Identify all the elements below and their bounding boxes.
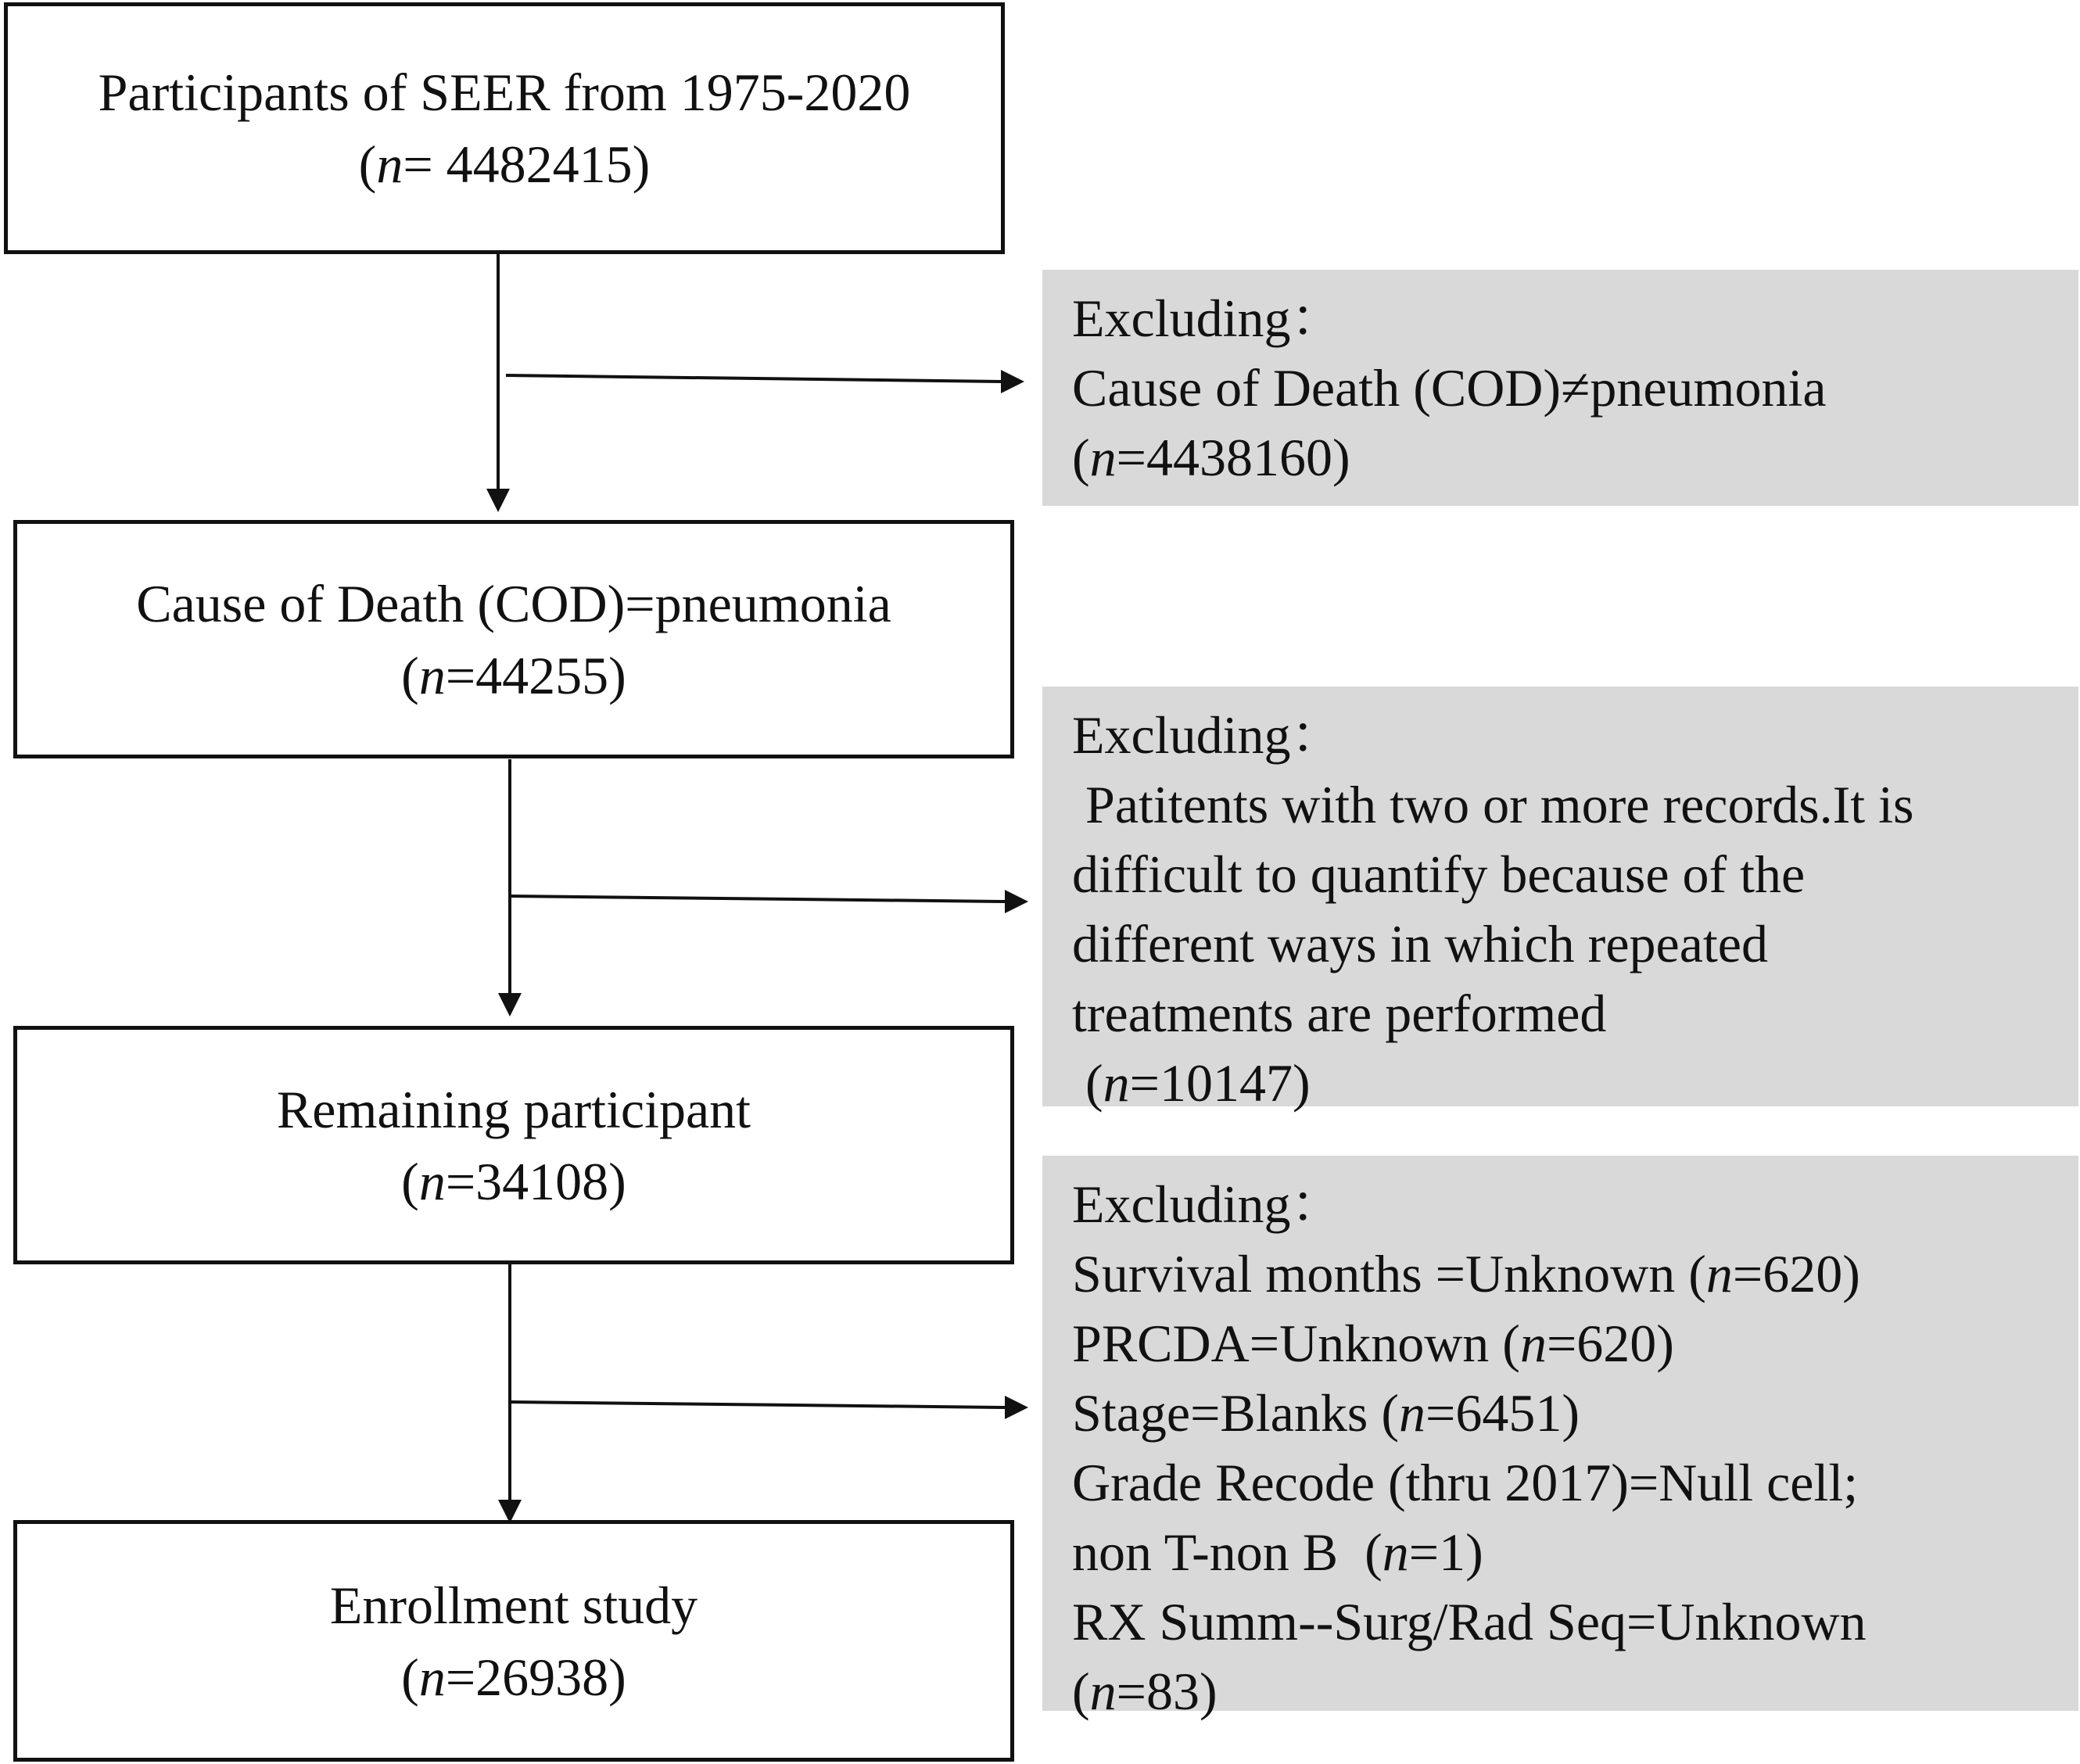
text-part: =620) — [1732, 1244, 1860, 1303]
count-value: =44255 — [445, 645, 609, 705]
box-participants-count: (n= 4482415) — [358, 134, 651, 194]
exclusion-box-1 — [1042, 270, 2078, 506]
text-part: ( — [1072, 428, 1090, 487]
arrowhead-to-exclusion-1 — [1001, 370, 1024, 393]
box-cod-pneumonia — [13, 520, 1014, 758]
text-part: =83) — [1116, 1662, 1218, 1721]
n-symbol: n — [418, 1647, 446, 1707]
text-part: =4438160) — [1116, 428, 1350, 487]
box-remaining-count: (n=34108) — [401, 1151, 626, 1211]
n-symbol: n — [1103, 1053, 1130, 1113]
exclusion-line — [1072, 423, 2078, 493]
exclusion-box-2 — [1042, 687, 2078, 1113]
n-symbol: n — [1519, 1314, 1547, 1373]
box-enrollment-title: Enrollment study — [329, 1575, 698, 1635]
arrowhead-to-exclusion-2 — [1005, 890, 1028, 913]
text-part: ( — [1072, 1662, 1090, 1721]
exclusion-line — [1072, 1657, 2078, 1726]
text-part: ( — [1072, 1053, 1103, 1113]
exclusion-box-3 — [1042, 1156, 2078, 1721]
count-value: =34108 — [445, 1151, 609, 1211]
arrow-to-exclusion-3 — [510, 1402, 1005, 1407]
exclusion-line: Grade Recode (thru 2017)=Null cell; — [1072, 1453, 1859, 1512]
box-participants — [4, 2, 1005, 254]
text-part: non T-non B ( — [1072, 1522, 1382, 1582]
arrow-to-exclusion-1 — [506, 375, 1001, 382]
text-part: PRCDA=Unknown ( — [1072, 1314, 1520, 1373]
n-symbol: n — [1089, 428, 1117, 487]
arrowhead-participants-to-cod — [486, 489, 510, 512]
text-part: =10147) — [1129, 1053, 1311, 1113]
box-cod-pneumonia-title: Cause of Death (COD)=pneumonia — [136, 573, 891, 633]
n-symbol: n — [418, 645, 446, 705]
exclusion-line: difficult to quantify because of the — [1072, 844, 1806, 904]
arrow-to-exclusion-2 — [510, 896, 1005, 902]
box-enrollment — [13, 1520, 1014, 1762]
exclusion-line: Cause of Death (COD)≠pneumonia — [1072, 358, 1827, 418]
text-part: Survival months =Unknown ( — [1072, 1244, 1706, 1303]
exclusion-line — [1072, 1049, 2078, 1118]
box-participants-title: Participants of SEER from 1975-2020 — [98, 63, 911, 122]
text-part: =6451) — [1425, 1383, 1580, 1443]
box-remaining-title: Remaining participant — [276, 1079, 751, 1139]
box-cod-pneumonia-count: (n=44255) — [401, 645, 626, 705]
text-part: =620) — [1546, 1314, 1674, 1373]
n-symbol: n — [1089, 1662, 1117, 1721]
exclusion-line: RX Summ--Surg/Rad Seq=Unknown — [1072, 1592, 1867, 1651]
n-symbol: n — [1398, 1383, 1426, 1443]
exclusion-line — [1072, 1309, 2078, 1379]
exclusion-heading: Excluding： — [1072, 705, 1344, 765]
text-part: =1) — [1408, 1522, 1483, 1582]
box-remaining — [13, 1026, 1014, 1264]
text-part: Stage=Blanks ( — [1072, 1383, 1399, 1443]
arrowhead-cod-to-remaining — [498, 993, 522, 1016]
exclusion-line — [1072, 1379, 2078, 1448]
exclusion-heading: Excluding： — [1072, 289, 1344, 348]
count-value: =26938 — [445, 1647, 609, 1707]
n-symbol: n — [418, 1151, 446, 1211]
exclusion-line — [1072, 1518, 2078, 1587]
count-value: = 4482415 — [403, 134, 633, 194]
exclusion-line — [1072, 1239, 2078, 1309]
exclusion-heading: Excluding： — [1072, 1174, 1344, 1234]
arrowhead-to-exclusion-3 — [1005, 1396, 1028, 1419]
exclusion-line: Patitents with two or more records.It is — [1072, 775, 1914, 834]
n-symbol: n — [1705, 1244, 1733, 1303]
n-symbol: n — [1382, 1522, 1409, 1582]
n-symbol: n — [376, 134, 403, 194]
exclusion-line: different ways in which repeated — [1072, 914, 1768, 973]
box-enrollment-count: (n=26938) — [401, 1647, 626, 1707]
exclusion-line: treatments are performed — [1072, 984, 1607, 1043]
